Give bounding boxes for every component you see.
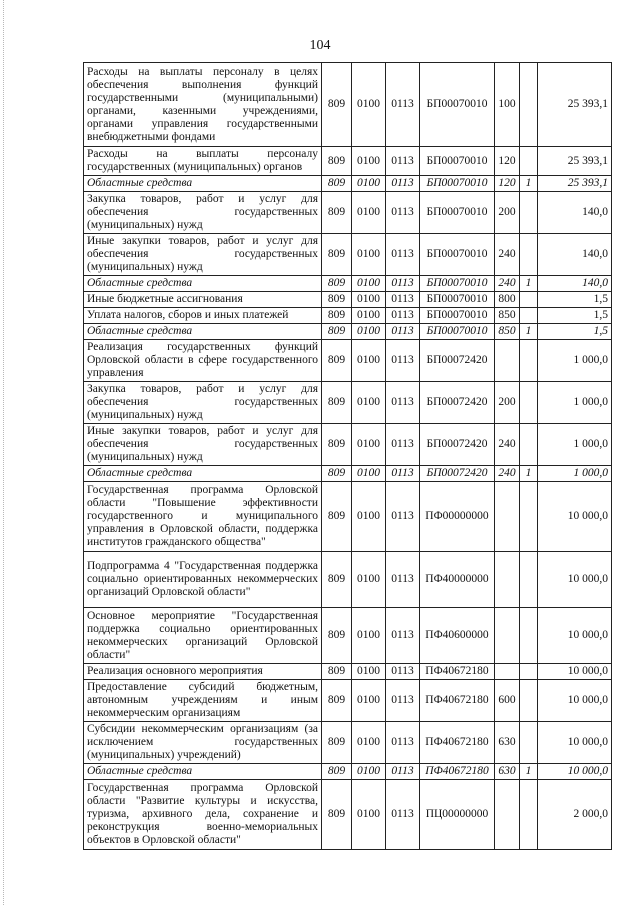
row-amount: 10 000,0 bbox=[538, 764, 612, 780]
row-amount: 140,0 bbox=[538, 234, 612, 276]
row-funding-source bbox=[520, 608, 538, 664]
table-row bbox=[84, 552, 612, 608]
row-amount: 1 000,0 bbox=[538, 424, 612, 466]
row-section-code: 0100 bbox=[352, 466, 386, 482]
row-section-code: 0100 bbox=[352, 340, 386, 382]
row-section-code: 0100 bbox=[352, 192, 386, 234]
table-row bbox=[84, 780, 612, 850]
row-ministry-code: 809 bbox=[322, 680, 352, 722]
row-description: Основное мероприятие "Государственная поддержка социально ориентированных некоммерческих организаций Орловской области" bbox=[84, 608, 322, 664]
row-subsection-code: 0113 bbox=[386, 608, 420, 664]
row-subsection-code: 0113 bbox=[386, 340, 420, 382]
row-section-code: 0100 bbox=[352, 308, 386, 324]
row-description: Уплата налогов, сборов и иных платежей bbox=[84, 308, 322, 324]
row-amount: 10 000,0 bbox=[538, 664, 612, 680]
row-funding-source bbox=[520, 552, 538, 608]
row-section-code: 0100 bbox=[352, 234, 386, 276]
row-subsection-code: 0113 bbox=[386, 482, 420, 552]
row-expense-type-code: 120 bbox=[495, 147, 520, 176]
row-expense-type-code bbox=[495, 340, 520, 382]
row-expense-type-code: 850 bbox=[495, 308, 520, 324]
row-amount: 10 000,0 bbox=[538, 680, 612, 722]
row-funding-source bbox=[520, 780, 538, 850]
row-target-article-code: БП00070010 bbox=[420, 292, 495, 308]
row-subsection-code: 0113 bbox=[386, 308, 420, 324]
table-row bbox=[84, 292, 612, 308]
row-funding-source bbox=[520, 192, 538, 234]
row-ministry-code: 809 bbox=[322, 292, 352, 308]
row-section-code: 0100 bbox=[352, 324, 386, 340]
row-description: Реализация государственных функций Орловской области в сфере государственного управления bbox=[84, 340, 322, 382]
row-funding-source bbox=[520, 664, 538, 680]
row-expense-type-code: 200 bbox=[495, 192, 520, 234]
row-description: Областные средства bbox=[84, 276, 322, 292]
row-target-article-code: ПФ40672180 bbox=[420, 722, 495, 764]
row-expense-type-code: 630 bbox=[495, 764, 520, 780]
row-subsection-code: 0113 bbox=[386, 552, 420, 608]
row-target-article-code: БП00070010 bbox=[420, 63, 495, 147]
row-expense-type-code: 200 bbox=[495, 382, 520, 424]
table-row bbox=[84, 340, 612, 382]
table-row bbox=[84, 234, 612, 276]
row-ministry-code: 809 bbox=[322, 340, 352, 382]
row-section-code: 0100 bbox=[352, 764, 386, 780]
row-section-code: 0100 bbox=[352, 780, 386, 850]
row-funding-source: 1 bbox=[520, 764, 538, 780]
row-ministry-code: 809 bbox=[322, 234, 352, 276]
table-row bbox=[84, 722, 612, 764]
row-ministry-code: 809 bbox=[322, 63, 352, 147]
row-amount: 1 000,0 bbox=[538, 466, 612, 482]
row-ministry-code: 809 bbox=[322, 147, 352, 176]
row-amount: 25 393,1 bbox=[538, 63, 612, 147]
row-subsection-code: 0113 bbox=[386, 424, 420, 466]
row-funding-source bbox=[520, 147, 538, 176]
table-row bbox=[84, 382, 612, 424]
row-amount: 1,5 bbox=[538, 308, 612, 324]
table-row bbox=[84, 482, 612, 552]
page-number: 104 bbox=[309, 38, 331, 53]
row-subsection-code: 0113 bbox=[386, 234, 420, 276]
row-ministry-code: 809 bbox=[322, 192, 352, 234]
row-section-code: 0100 bbox=[352, 424, 386, 466]
row-section-code: 0100 bbox=[352, 722, 386, 764]
row-target-article-code: БП00072420 bbox=[420, 466, 495, 482]
row-ministry-code: 809 bbox=[322, 466, 352, 482]
row-amount: 10 000,0 bbox=[538, 608, 612, 664]
row-description: Иные бюджетные ассигнования bbox=[84, 292, 322, 308]
row-ministry-code: 809 bbox=[322, 424, 352, 466]
row-expense-type-code bbox=[495, 552, 520, 608]
table-row bbox=[84, 63, 612, 147]
row-subsection-code: 0113 bbox=[386, 324, 420, 340]
row-target-article-code: ПФ40672180 bbox=[420, 764, 495, 780]
row-section-code: 0100 bbox=[352, 382, 386, 424]
row-expense-type-code bbox=[495, 780, 520, 850]
row-target-article-code: ПФ40000000 bbox=[420, 552, 495, 608]
row-ministry-code: 809 bbox=[322, 552, 352, 608]
row-target-article-code: БП00070010 bbox=[420, 147, 495, 176]
row-funding-source: 1 bbox=[520, 276, 538, 292]
row-funding-source bbox=[520, 482, 538, 552]
scan-margin-line bbox=[3, 0, 5, 905]
table-row bbox=[84, 192, 612, 234]
row-target-article-code: ПФ00000000 bbox=[420, 482, 495, 552]
row-description: Государственная программа Орловской области "Повышение эффективности государственного и муниципального управления в Орловской области, поддержка институтов гражданского общества" bbox=[84, 482, 322, 552]
row-amount: 140,0 bbox=[538, 276, 612, 292]
row-section-code: 0100 bbox=[352, 482, 386, 552]
row-amount: 140,0 bbox=[538, 192, 612, 234]
row-target-article-code: ПФ40672180 bbox=[420, 664, 495, 680]
table-row bbox=[84, 147, 612, 176]
row-expense-type-code: 120 bbox=[495, 176, 520, 192]
row-section-code: 0100 bbox=[352, 63, 386, 147]
row-target-article-code: БП00070010 bbox=[420, 234, 495, 276]
budget-table bbox=[83, 62, 612, 850]
row-funding-source bbox=[520, 382, 538, 424]
row-subsection-code: 0113 bbox=[386, 722, 420, 764]
budget-table-body bbox=[84, 63, 612, 850]
row-expense-type-code: 100 bbox=[495, 63, 520, 147]
row-section-code: 0100 bbox=[352, 552, 386, 608]
row-subsection-code: 0113 bbox=[386, 780, 420, 850]
row-funding-source bbox=[520, 308, 538, 324]
row-funding-source bbox=[520, 722, 538, 764]
row-ministry-code: 809 bbox=[322, 764, 352, 780]
row-target-article-code: БП00070010 bbox=[420, 192, 495, 234]
row-expense-type-code: 630 bbox=[495, 722, 520, 764]
table-row-regional-funds bbox=[84, 276, 612, 292]
row-ministry-code: 809 bbox=[322, 722, 352, 764]
row-description: Расходы на выплаты персоналу в целях обеспечения выполнения функций государственными (муниципальными) органами, казенными учреждениями, органами управления государственными внебюджетными фондами bbox=[84, 63, 322, 147]
row-subsection-code: 0113 bbox=[386, 192, 420, 234]
row-subsection-code: 0113 bbox=[386, 664, 420, 680]
row-expense-type-code: 240 bbox=[495, 466, 520, 482]
row-target-article-code: ПФ40600000 bbox=[420, 608, 495, 664]
row-amount: 10 000,0 bbox=[538, 552, 612, 608]
row-target-article-code: ПФ40672180 bbox=[420, 680, 495, 722]
row-amount: 10 000,0 bbox=[538, 722, 612, 764]
row-subsection-code: 0113 bbox=[386, 147, 420, 176]
row-amount: 1 000,0 bbox=[538, 382, 612, 424]
row-subsection-code: 0113 bbox=[386, 63, 420, 147]
row-description: Областные средства bbox=[84, 324, 322, 340]
row-ministry-code: 809 bbox=[322, 382, 352, 424]
row-ministry-code: 809 bbox=[322, 482, 352, 552]
row-funding-source: 1 bbox=[520, 176, 538, 192]
row-amount: 1,5 bbox=[538, 324, 612, 340]
row-description: Субсидии некоммерческим организациям (за исключением государственных (муниципальных) учреждений) bbox=[84, 722, 322, 764]
row-section-code: 0100 bbox=[352, 292, 386, 308]
row-expense-type-code: 240 bbox=[495, 234, 520, 276]
row-target-article-code: БП00072420 bbox=[420, 424, 495, 466]
row-target-article-code: БП00070010 bbox=[420, 324, 495, 340]
row-target-article-code: БП00070010 bbox=[420, 276, 495, 292]
row-ministry-code: 809 bbox=[322, 176, 352, 192]
row-ministry-code: 809 bbox=[322, 780, 352, 850]
row-amount: 1 000,0 bbox=[538, 340, 612, 382]
table-row bbox=[84, 664, 612, 680]
row-amount: 10 000,0 bbox=[538, 482, 612, 552]
row-amount: 2 000,0 bbox=[538, 780, 612, 850]
row-description: Расходы на выплаты персоналу государственных (муниципальных) органов bbox=[84, 147, 322, 176]
row-funding-source bbox=[520, 234, 538, 276]
row-ministry-code: 809 bbox=[322, 664, 352, 680]
row-section-code: 0100 bbox=[352, 176, 386, 192]
row-subsection-code: 0113 bbox=[386, 382, 420, 424]
row-description: Областные средства bbox=[84, 466, 322, 482]
row-expense-type-code: 850 bbox=[495, 324, 520, 340]
row-subsection-code: 0113 bbox=[386, 276, 420, 292]
row-target-article-code: БП00070010 bbox=[420, 308, 495, 324]
row-amount: 25 393,1 bbox=[538, 147, 612, 176]
row-description: Закупка товаров, работ и услуг для обеспечения государственных (муниципальных) нужд bbox=[84, 382, 322, 424]
row-expense-type-code: 800 bbox=[495, 292, 520, 308]
row-funding-source: 1 bbox=[520, 466, 538, 482]
table-row-regional-funds bbox=[84, 764, 612, 780]
row-subsection-code: 0113 bbox=[386, 680, 420, 722]
row-section-code: 0100 bbox=[352, 664, 386, 680]
row-funding-source bbox=[520, 340, 538, 382]
row-expense-type-code bbox=[495, 482, 520, 552]
row-ministry-code: 809 bbox=[322, 324, 352, 340]
row-target-article-code: БП00072420 bbox=[420, 382, 495, 424]
table-row-regional-funds bbox=[84, 324, 612, 340]
row-description: Закупка товаров, работ и услуг для обеспечения государственных (муниципальных) нужд bbox=[84, 192, 322, 234]
row-description: Предоставление субсидий бюджетным, автономным учреждениям и иным некоммерческим организациям bbox=[84, 680, 322, 722]
row-description: Реализация основного мероприятия bbox=[84, 664, 322, 680]
row-target-article-code: БП00072420 bbox=[420, 340, 495, 382]
row-description: Подпрограмма 4 "Государственная поддержка социально ориентированных некоммерческих организаций Орловской области" bbox=[84, 552, 322, 608]
row-section-code: 0100 bbox=[352, 147, 386, 176]
table-row-regional-funds bbox=[84, 466, 612, 482]
row-funding-source bbox=[520, 63, 538, 147]
row-funding-source: 1 bbox=[520, 324, 538, 340]
row-target-article-code: БП00070010 bbox=[420, 176, 495, 192]
table-row bbox=[84, 424, 612, 466]
row-expense-type-code: 240 bbox=[495, 424, 520, 466]
row-amount: 1,5 bbox=[538, 292, 612, 308]
table-row bbox=[84, 308, 612, 324]
table-row-regional-funds bbox=[84, 176, 612, 192]
row-section-code: 0100 bbox=[352, 680, 386, 722]
row-description: Иные закупки товаров, работ и услуг для обеспечения государственных (муниципальных) нужд bbox=[84, 424, 322, 466]
row-section-code: 0100 bbox=[352, 276, 386, 292]
row-expense-type-code: 600 bbox=[495, 680, 520, 722]
row-subsection-code: 0113 bbox=[386, 176, 420, 192]
row-ministry-code: 809 bbox=[322, 276, 352, 292]
row-funding-source bbox=[520, 424, 538, 466]
row-expense-type-code bbox=[495, 664, 520, 680]
row-subsection-code: 0113 bbox=[386, 292, 420, 308]
row-description: Государственная программа Орловской области "Развитие культуры и искусства, туризма, архивного дела, сохранение и реконструкция военно-мемориальных объектов в Орловской области" bbox=[84, 780, 322, 850]
row-funding-source bbox=[520, 292, 538, 308]
row-section-code: 0100 bbox=[352, 608, 386, 664]
row-amount: 25 393,1 bbox=[538, 176, 612, 192]
row-description: Иные закупки товаров, работ и услуг для обеспечения государственных (муниципальных) нужд bbox=[84, 234, 322, 276]
row-expense-type-code bbox=[495, 608, 520, 664]
row-target-article-code: ПЦ00000000 bbox=[420, 780, 495, 850]
row-subsection-code: 0113 bbox=[386, 466, 420, 482]
row-description: Областные средства bbox=[84, 176, 322, 192]
row-description: Областные средства bbox=[84, 764, 322, 780]
row-ministry-code: 809 bbox=[322, 608, 352, 664]
table-row bbox=[84, 680, 612, 722]
table-row bbox=[84, 608, 612, 664]
row-expense-type-code: 240 bbox=[495, 276, 520, 292]
row-subsection-code: 0113 bbox=[386, 764, 420, 780]
row-funding-source bbox=[520, 680, 538, 722]
row-ministry-code: 809 bbox=[322, 308, 352, 324]
